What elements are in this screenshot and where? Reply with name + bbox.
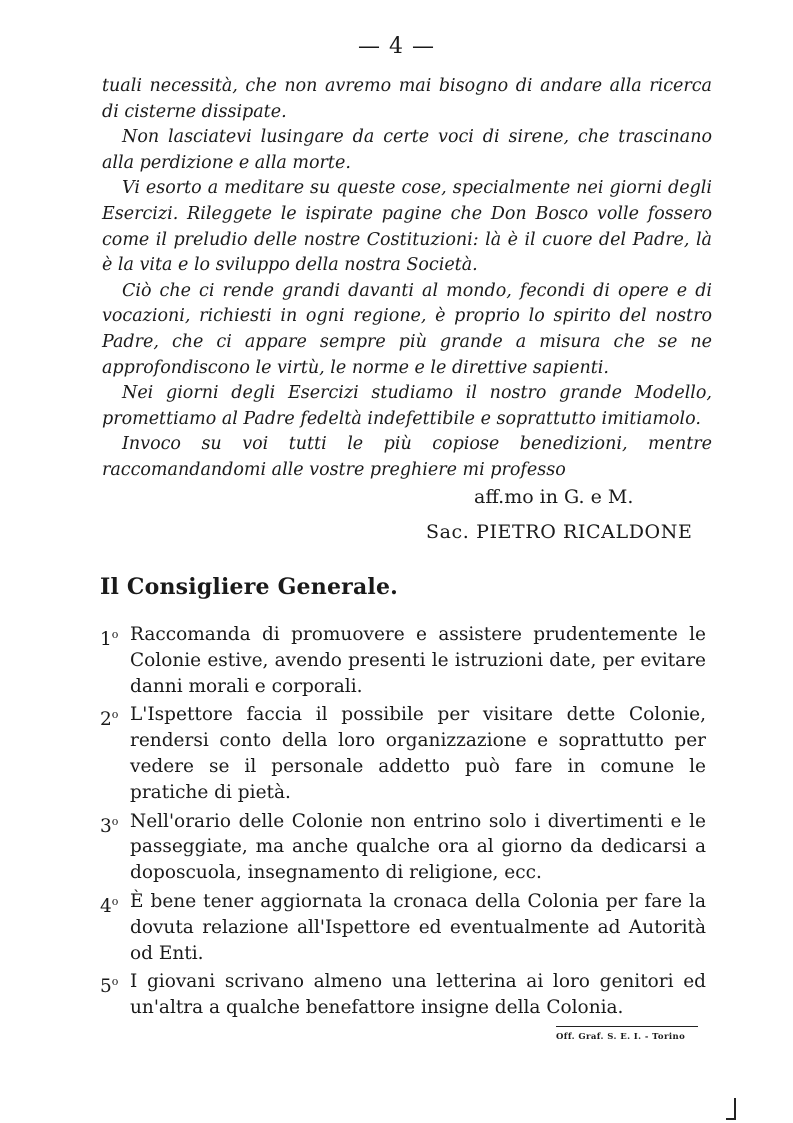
letter-paragraph: tuali necessità, che non avremo mai bisogno di andare alla ricerca di cisterne dissipate. — [102, 76, 712, 122]
letter-body — [102, 74, 712, 484]
item-number: 1$^o$ — [100, 628, 119, 651]
item-number: 4$^o$ — [100, 894, 119, 918]
list-item — [100, 969, 706, 1021]
item-text: Raccomanda di promuovere e assistere prudentemente le Colonie estive, avendo presenti le istruzioni date, per evitare danni morali e corporali. — [130, 624, 706, 697]
letter-paragraph: Nei giorni degli Esercizi studiamo il nostro grande Modello, promettiamo al Padre fedeltà indefettibile e soprattutto imitiamolo. — [102, 383, 712, 429]
letter-paragraph: Non lasciatevi lusingare da certe voci di sirene, che trascinano alla perdizione e alla morte. — [102, 127, 712, 173]
letter-paragraph: Invoco su voi tutti le più copiose benedizioni, mentre raccomandandomi alle vostre preghiere mi professo — [102, 434, 712, 480]
item-text: Nell'orario delle Colonie non entrino solo i divertimenti e le passeggiate, ma anche qualche ora al giorno da dedicarsi a doposcuola, insegnamento di religione, ecc. — [130, 810, 706, 884]
printer-imprint: Off. Graf. S. E. I. - Torino — [556, 1032, 686, 1042]
item-text: L'Ispettore faccia il possibile per visitare dette Colonie, rendersi conto della loro organizzazione e soprattutto per vedere se il personale addetto può fare in comune le pratiche di pietà. — [130, 704, 706, 803]
footer-rule — [556, 1026, 698, 1027]
list-item — [100, 622, 706, 699]
letter-paragraph: Vi esorto a meditare su queste cose, specialmente nei giorni degli Esercizi. Rileggete le ispirate pagine che Don Bosco volle fossero come il preludio delle nostre Costituzioni: là è il cuore del Padre, là è la vita e lo sviluppo della nostra Società. — [102, 178, 712, 276]
item-text: I giovani scrivano almeno una letterina ai loro genitori ed un'altra a qualche benefattore insigne della Colonia. — [130, 971, 706, 1019]
page-number: — 4 — — [358, 34, 435, 59]
section-title: Il Consigliere Generale. — [100, 574, 399, 600]
letter-paragraph: Ciò che ci rende grandi davanti al mondo, fecondi di opere e di vocazioni, richiesti in ogni regione, è proprio lo spirito del nostro Padre, che ci appare sempre più grande a misura che se ne approfondiscono le virtù, le norme e le direttive sapienti. — [102, 280, 712, 378]
item-text: È bene tener aggiornata la cronaca della Colonia per fare la dovuta relazione all'Ispettore ed eventualmente ad Autorità od Enti. — [130, 890, 706, 964]
list-item — [100, 889, 706, 966]
letter-signature: Sac. PIETRO RICALDONE — [426, 521, 693, 543]
instruction-list — [100, 622, 706, 1024]
list-item — [100, 809, 706, 886]
crop-mark — [734, 1098, 736, 1120]
item-number: 2$^o$ — [100, 708, 119, 731]
item-number: 5$^o$ — [100, 975, 119, 998]
list-item — [100, 702, 706, 805]
item-number: 3$^o$ — [100, 814, 119, 837]
letter-closing: aff.mo in G. e M. — [474, 486, 634, 508]
